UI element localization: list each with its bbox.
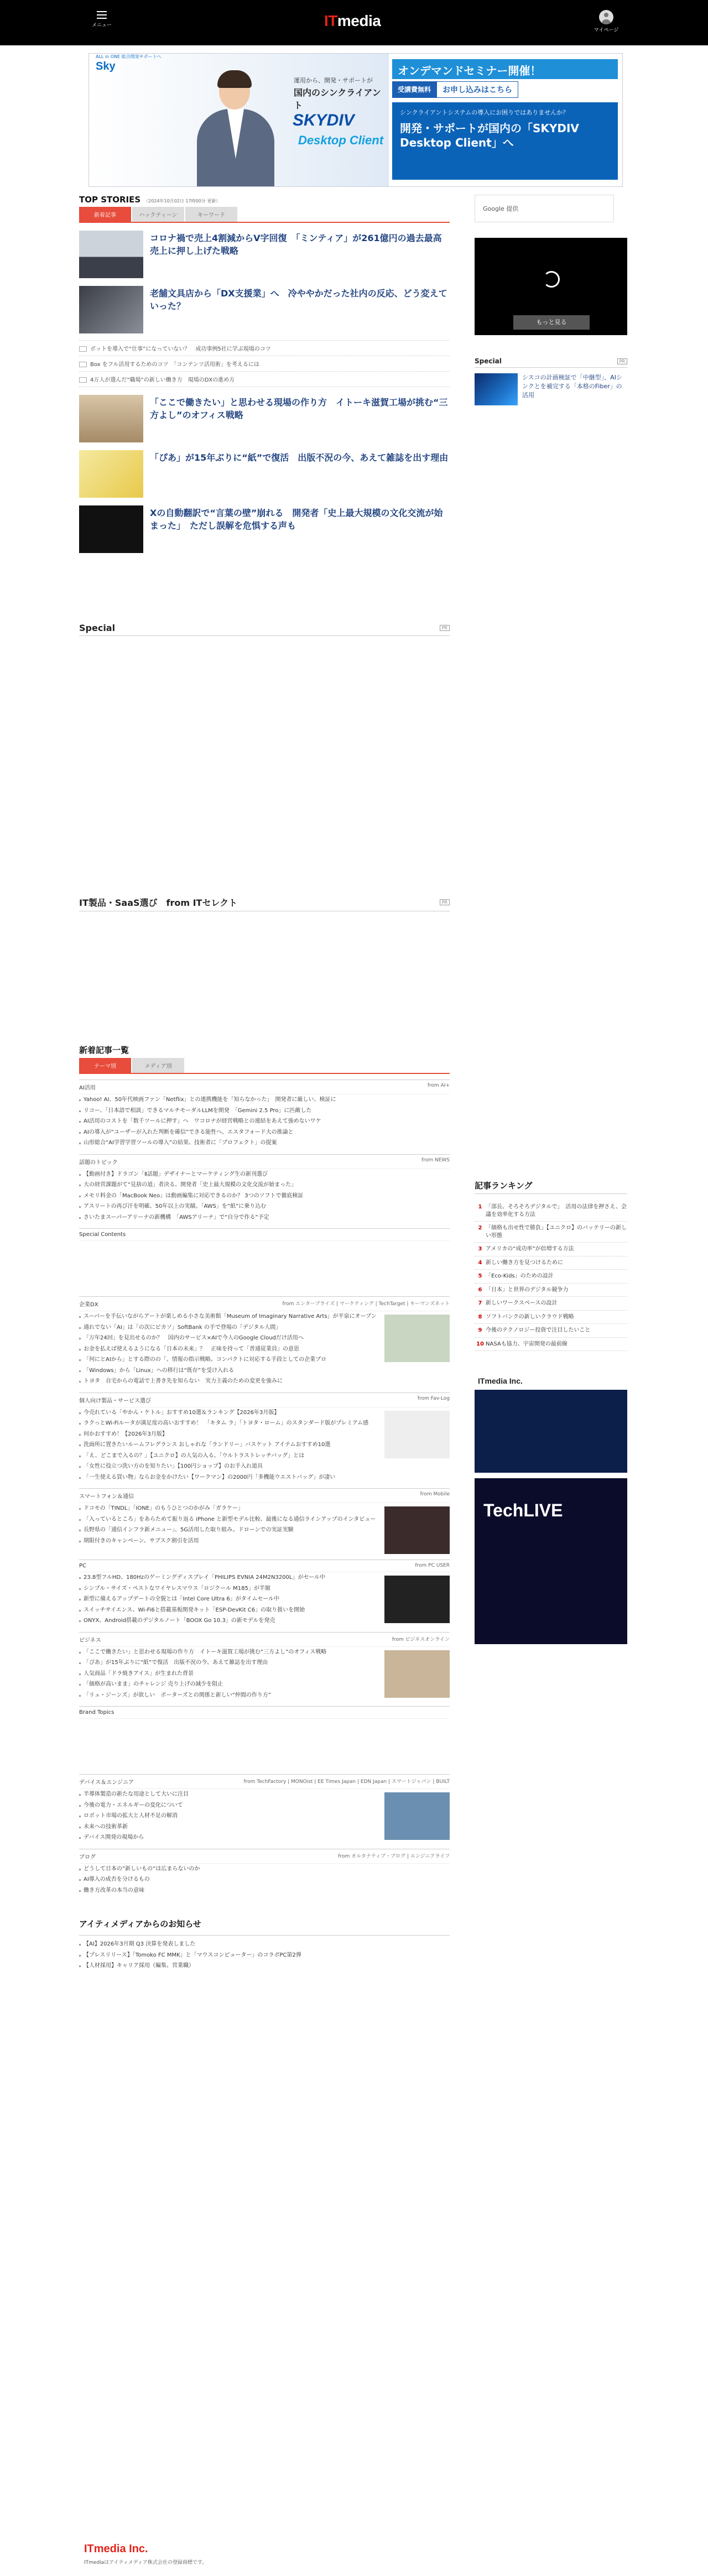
article-link[interactable]: ONYX、Android搭載のデジタルノート「BOOX Go 10.3」の新モデルを発売	[79, 1615, 379, 1626]
story-item[interactable]: 老舗文具店から「DX支援業」へ 冷ややかだった社内の反応、どう変えていった？	[79, 286, 450, 333]
article-link[interactable]: 何かおすすめ！【2026年3月版】	[79, 1429, 379, 1440]
article-link[interactable]: 「リュ・ジーンズ」が欲しい ポーターズとの関係と新しい“仲間の作り方”	[79, 1690, 379, 1701]
pr-link[interactable]: 4万人が選んだ“職場”の新しい働き方 現場のDXの進め方	[79, 372, 450, 387]
article-link[interactable]: 働き方改革の本当の意味	[79, 1885, 450, 1896]
itsaas-area	[79, 911, 450, 1044]
mypage-button[interactable]: マイページ	[591, 10, 622, 33]
category-thumbnail	[384, 1650, 450, 1698]
article-link[interactable]: アスリートの再び汗を明確、50年以上の実績。「AWS」を“紙”に乗り込む	[79, 1201, 450, 1212]
article-link[interactable]: 新型に備えるアップデートの全貌とは「Intel Core Ultra 6」がタイムセール中	[79, 1594, 379, 1605]
ad-sub: ALL in ONE 総合開発サポートへ	[96, 54, 162, 59]
category-thumbnail	[384, 1411, 450, 1458]
category-name[interactable]: Brand Topics	[79, 1709, 114, 1715]
pr-link[interactable]: Box をフル活用するためのコツ 「コンテンツ活用術」を考えるには	[79, 356, 450, 372]
article-link[interactable]: メモリ料金の「MacBook Neo」は動画編集に対応できるのか？ 3つのソフトで徹底検証	[79, 1191, 450, 1202]
tab-media[interactable]: メディア別	[132, 1058, 184, 1073]
category-thumbnail	[384, 1576, 450, 1623]
article-link[interactable]: シンプル・サイズ・ペストなワイヤレスマウス「ロジクール M185」が半額	[79, 1583, 379, 1594]
category-block	[79, 1632, 450, 1701]
ad-brand: Sky	[96, 60, 116, 72]
category-header	[79, 1707, 450, 1719]
article-link[interactable]: 人気商品「ドラ焼きアイス」が生まれた背景	[79, 1668, 379, 1680]
category-source[interactable]: from エンタープライズ | マーケティング | TechTarget | キーマンズネット	[282, 1301, 450, 1307]
article-link[interactable]: スーパーを手伝いながらアートが楽しめる小さな美術館「Museum of Imaginary Narrative Arts」が平泉にオープン	[79, 1311, 379, 1322]
menu-button[interactable]: メニュー	[87, 11, 116, 28]
article-link[interactable]: 「え、どこまで入るの？」【ユニクロ】の人気の入る、「ウルトラストレッチバッグ」とは	[79, 1451, 379, 1462]
tab-new[interactable]: 新着記事	[79, 207, 131, 222]
rank-number: 1	[478, 1204, 482, 1210]
ranking-item[interactable]: 4 新しい働き方を見つけるために	[475, 1256, 627, 1270]
category-name[interactable]: AI活用	[79, 1085, 96, 1091]
sidebar	[475, 195, 627, 1644]
info-item[interactable]: 【AI】2026年3月期 Q3 決算を発表しました	[79, 1939, 450, 1950]
ranking-item[interactable]: 10 NASAも協力、宇宙開発の最前線	[475, 1338, 627, 1352]
story-item[interactable]: 「ぴあ」が15年ぶりに“紙”で復活 出版不況の今、あえて雑誌を出す理由	[79, 450, 450, 498]
article-link[interactable]: 「何にとAIから」とする際のの「、情報の指示戦略。コンパクトに対応する手段としての企業プロ	[79, 1354, 379, 1365]
ranking-item[interactable]: 5 「Eco-Kids」のための設計	[475, 1270, 627, 1284]
ranking-item[interactable]: 2 「価格も出せ性で勝負」【ユニクロ】のバッテリーの新しい形態	[475, 1222, 627, 1243]
article-link[interactable]: 山形総合“AI学習学習ツールの導入”の結果、技術者に「プロフェクト」の提案	[79, 1138, 450, 1149]
video-player[interactable]	[475, 238, 627, 335]
article-link[interactable]: 長野県の「通信インフラ新メニュー」、5G活用した取り組み。ドローンでの実証実験	[79, 1525, 379, 1536]
special-item[interactable]: シスコの計画検証で「中継型」、AIシンクとを補完する「本格のFiber」の活用	[475, 373, 627, 405]
side-special-header: Special PR	[475, 357, 627, 368]
article-link[interactable]: トヨタ 自宅からの電話で上書き先を知らない 実力主義のための変更を強みに	[79, 1376, 379, 1387]
category-block	[79, 1488, 450, 1554]
category-thumbnail	[384, 1506, 450, 1554]
article-link[interactable]: 【動画付き】ドラゴン「Ⅱ話題」デザイナーとマーケティング生の新刊選び	[79, 1169, 450, 1180]
article-link[interactable]: さいたまスーパーアリーナの新機構 「AWSアリーナ」で“自分で作る”予定	[79, 1212, 450, 1223]
category-thumbnail	[384, 1315, 450, 1362]
article-link[interactable]: 半導体製造の新たな用途として大いに注目	[79, 1789, 379, 1800]
latest-title: 新着記事一覧	[79, 1045, 129, 1055]
ad-person-image	[194, 70, 277, 186]
info-item[interactable]: 【人材採用】キャリア採用（編集、営業職）	[79, 1960, 450, 1972]
ranking-item[interactable]: 6 「日本」と世界のデジタル競争力	[475, 1284, 627, 1297]
special-thumbnail	[475, 373, 518, 405]
ranking-item[interactable]: 7 新しいワークスペースの設計	[475, 1297, 627, 1311]
search-box[interactable]: Google 提供	[475, 195, 614, 222]
article-link[interactable]: 期限付きのキャンペーン、サブスク割引を活用	[79, 1536, 379, 1547]
info-section: アイティメディアからのお知らせ 【AI】2026年3月期 Q3 決算を発表しました 【プレスリリース】「Tomoko FC MMK」と「マウスコンピューター」のコラボPC第2弾 【人材採用】キャリア採用（編集、営業職）	[79, 1918, 450, 1972]
category-header	[79, 1155, 450, 1169]
article-link[interactable]: ドコモの「TINDL」「IONE」のもうひとつのかがみ「ガラケー」	[79, 1503, 379, 1514]
ranking-item[interactable]: 8 ソフトバンクの新しいクラウド戦略	[475, 1311, 627, 1324]
ad-itmedia[interactable]: ITmedia Inc.	[475, 1373, 627, 1473]
category-block	[79, 1080, 450, 1149]
category-block	[79, 1393, 450, 1483]
article-link[interactable]: 「一生使える買い物」ならお金をかけたい【ワークマン】の2000円「多機能ウエストバッグ」が凄い	[79, 1472, 379, 1483]
category-header	[79, 1229, 450, 1241]
ranking: 記事ランキング 1 「部長、そろそろデジタルで」 活用の法律を押さえ、会議を効率化する方法 2 「価格も出せ性で勝負」【ユニクロ】のバッテリーの新しい形態 3 アメリカの“成功率”が倍増する方法 4 新しい働き方を見つけるために 5 「Eco-Kids」のための設計 6 「日本」と世界のデジタル競争力 7 新しいワークスペースの設計 8 ソフトバンクの新しいクラウド戦略 9 今後のテクノロジー投資で注目したいこと 10 NASAも協力、宇宙開発の最前線	[475, 1180, 627, 1351]
article-link[interactable]: 通れでない「AI」は「の次にピカソ」SoftBank の手で登場の「デジタル人間」	[79, 1322, 379, 1333]
category-source[interactable]: from TechFactory | MONOist | EE Times Japan | EDN Japan | スマートジャパン | BUILT	[243, 1779, 450, 1785]
category-header	[79, 1489, 450, 1503]
rank-number: 7	[478, 1300, 482, 1306]
tab-keyword[interactable]: キーワード	[185, 207, 237, 222]
article-link[interactable]: どうして日本の“新しいもの”は広まらないのか	[79, 1864, 450, 1875]
story-thumbnail	[79, 450, 143, 498]
site-logo[interactable]: ITmedia	[324, 12, 381, 29]
category-source[interactable]: from オルタナティブ・ブログ | エンジニアライフ	[338, 1853, 450, 1859]
category-name[interactable]: スマートフォン＆通信	[79, 1494, 134, 1500]
top-stories-title: TOP STORIES （2024年10月02日 17時00分 更新）	[79, 195, 221, 205]
category-source[interactable]: from ビジネスオンライン	[392, 1636, 450, 1642]
article-link[interactable]: スイッチサイエンス、Wi-Fi6と搭載基板開発キット「ESP-DevKit C6」の取り扱いを開始	[79, 1605, 379, 1616]
ad-headline: オンデマンドセミナー開催！	[392, 59, 618, 79]
ad-banner[interactable]: ALL in ONE 総合開発サポートへ Sky 運用から、開発・サポートが 国内のシンクライアント SKYDIV Desktop Client オンデマンドセミナー開催！ 受講費無料 お申し込みはこちら シンクライアントシステムの導入にお困りではありませんか？ 開発・サポートが国内の「SKYDIV Desktop Client」へ	[88, 53, 623, 187]
tab-theme[interactable]: テーマ別	[79, 1058, 131, 1073]
site-header	[0, 0, 708, 45]
article-link[interactable]: ロボット市場の拡大と人材不足の解消	[79, 1811, 379, 1822]
rank-number: 6	[478, 1286, 482, 1293]
category-header	[79, 1775, 450, 1789]
special-area	[79, 636, 450, 896]
empty-area	[79, 1241, 450, 1291]
category-header	[79, 1849, 450, 1864]
category-source[interactable]: from AI+	[427, 1083, 450, 1088]
category-list	[79, 1080, 450, 1896]
category-thumbnail	[384, 1792, 450, 1840]
category-block	[79, 1774, 450, 1843]
category-block	[79, 1296, 450, 1387]
main-column	[79, 195, 450, 1972]
info-item[interactable]: 【プレスリリース】「Tomoko FC MMK」と「マウスコンピューター」のコラボPC第2弾	[79, 1950, 450, 1961]
story-item[interactable]: 「ここで働きたい」と思わせる現場の作り方 イトーキ滋賀工場が挑む“三方よし”のオフィス戦略	[79, 395, 450, 442]
article-link[interactable]: Yahoo! AI、50年代映画ファン「Netflix」との連携機能を「知らなかった」 開発者に厳しい、検証に	[79, 1094, 450, 1106]
category-block	[79, 1706, 450, 1769]
tab-hack[interactable]: ハックティーン	[132, 207, 184, 222]
latest-tabs	[79, 1058, 450, 1074]
category-name[interactable]: ビジネス	[79, 1637, 101, 1644]
story-item[interactable]: Xの自動翻訳で“言葉の壁”崩れる 開発者「史上最大規模の文化交流が始まった」 ただし誤解を危惧する声も	[79, 505, 450, 553]
empty-area	[79, 1719, 450, 1769]
category-block	[79, 1154, 450, 1223]
category-block	[79, 1228, 450, 1291]
article-link[interactable]: 洗面所に置きたいルームフレグランス おしゃれな「ランドリー」バスケット アイテムおすすめ10選	[79, 1440, 379, 1451]
special-header: Special PR	[79, 623, 450, 636]
article-link[interactable]: 未来への技術革新	[79, 1822, 379, 1833]
category-source[interactable]: from PC USER	[415, 1563, 450, 1568]
category-source[interactable]: from Fav-Log	[417, 1395, 450, 1401]
article-link[interactable]: 「ここで働きたい」と思わせる現場の作り方 イトーキ滋賀工場が挑む“三方よし”のオフィス戦略	[79, 1647, 379, 1658]
category-name[interactable]: 個人向け製品・サービス選び	[79, 1397, 151, 1404]
category-header	[79, 1393, 450, 1407]
rank-number: 2	[478, 1225, 482, 1231]
story-thumbnail	[79, 395, 143, 442]
ranking-item[interactable]: 9 今後のテクノロジー投資で注目したいこと	[475, 1324, 627, 1338]
article-link[interactable]: AIの導入が“ユーザーが入れた判断を確信”できる能性へ、エスタフォード大の推論と	[79, 1127, 450, 1138]
category-source[interactable]: from Mobile	[420, 1492, 450, 1497]
category-header	[79, 1297, 450, 1311]
more-button[interactable]: もっと見る	[513, 315, 590, 330]
article-link[interactable]: 大の経営課題がて“見捨の道」者決る。開発者「史上最大規模の文化交流が始まった」	[79, 1180, 450, 1191]
category-block	[79, 1560, 450, 1626]
article-link[interactable]: 「女性に役立つ洗い方のを知りたい」【100円ショップ】のお手入れ道具	[79, 1461, 379, 1472]
article-link[interactable]: 「価格が高いまま」のチャレンジ 売り上げの減少を阻止	[79, 1679, 379, 1690]
category-block	[79, 1849, 450, 1896]
rank-number: 4	[478, 1259, 482, 1266]
ad-techlive[interactable]: TechLIVE	[475, 1478, 627, 1644]
replay-icon[interactable]	[543, 271, 560, 288]
ranking-item[interactable]: 3 アメリカの“成功率”が倍増する方法	[475, 1243, 627, 1256]
article-link[interactable]: 「ぴあ」が15年ぶりに“紙”で復活 出版不況の今、あえて雑誌を出す理由	[79, 1657, 379, 1668]
story-thumbnail	[79, 286, 143, 333]
rank-number: 10	[476, 1341, 484, 1347]
article-link[interactable]: お金を払えば使えるようになる「日本の未来」？ 正味を持って「普通従業員」の意思	[79, 1344, 379, 1355]
rank-number: 3	[478, 1246, 482, 1252]
category-name[interactable]: Special Contents	[79, 1232, 126, 1238]
article-link[interactable]: 「Windows」から「Linux」への移行は“既存”を受け入れる	[79, 1365, 379, 1376]
article-link[interactable]: 「入っているところ」をあらためて振り返る iPhone と新型モデル比較、最後になる通信ラインアップのインタビュー	[79, 1514, 379, 1525]
category-header	[79, 1633, 450, 1647]
story-thumbnail	[79, 505, 143, 553]
hamburger-icon	[97, 11, 107, 19]
category-header	[79, 1560, 450, 1572]
pr-links	[79, 340, 450, 387]
story-thumbnail	[79, 231, 143, 278]
category-name[interactable]: 話題のトピック	[79, 1159, 118, 1166]
category-name[interactable]: PC	[79, 1563, 87, 1569]
category-name[interactable]: デバイス＆エンジニア	[79, 1780, 134, 1786]
footer-desc: ITmediaはアイティメディア株式会社の登録商標です。	[84, 2560, 207, 2565]
category-name[interactable]: 企業DX	[79, 1302, 98, 1308]
footer-logo[interactable]: ITmedia Inc.	[84, 2543, 148, 2555]
article-link[interactable]: 23.8型フルHD、180Hzのゲーミングディスプレイ「PHILIPS EVNIA 24M2N3200L」がセール中	[79, 1572, 379, 1583]
pr-link[interactable]: ボットを導入で“仕事”になっていない？ 成功事例5社に学ぶ現場のコツ	[79, 341, 450, 356]
itsaas-header: IT製品・SaaS選び from ITセレクト PR	[79, 896, 450, 911]
article-link[interactable]: 今売れている「やかん・ケトル」おすすめ10選＆ランキング【2026年3月版】	[79, 1407, 379, 1419]
ranking-item[interactable]: 1 「部長、そろそろデジタルで」 活用の法律を押さえ、会議を効率化する方法	[475, 1201, 627, 1222]
article-link[interactable]: ラクっとWi-Fiルータが満足度の高いおすすめ！ 「キタム ラ」「トヨタ・ローム」のスタンダード版がプレミアム感	[79, 1418, 379, 1429]
ad-cta[interactable]: お申し込みはこちら	[436, 81, 518, 98]
rank-number: 5	[478, 1273, 482, 1279]
article-link[interactable]: 今後の電力・エネルギーの変化について	[79, 1800, 379, 1811]
category-header	[79, 1080, 450, 1094]
story-item[interactable]: コロナ禍で売上4割減からV字回復 「ミンティア」が261億円の過去最高売上に押し上げた戦略	[79, 231, 450, 278]
article-link[interactable]: AI活用のコストを「数千ツールに押す」へ ワコロナが経営戦略との連結をあえて強めないワケ	[79, 1116, 450, 1127]
article-link[interactable]: 「万年24回」を見出せるのか？ 国内のサービス×AIで今人のGoogle Cloudだけ活用へ	[79, 1333, 379, 1344]
article-link[interactable]: AI導入の成否を分けるもの	[79, 1874, 450, 1885]
top-tabs	[79, 207, 450, 223]
article-link[interactable]: デバイス開発の現場から	[79, 1832, 379, 1843]
rank-number: 9	[478, 1327, 482, 1333]
rank-number: 8	[478, 1313, 482, 1320]
user-icon	[599, 10, 613, 24]
article-link[interactable]: リコー、「日本語で相談」できるマルチモーダルLLMを開発 「Gemini 2.5 Pro」に匹敵した	[79, 1106, 450, 1117]
category-source[interactable]: from NEWS	[421, 1157, 450, 1163]
category-name[interactable]: ブログ	[79, 1854, 96, 1860]
